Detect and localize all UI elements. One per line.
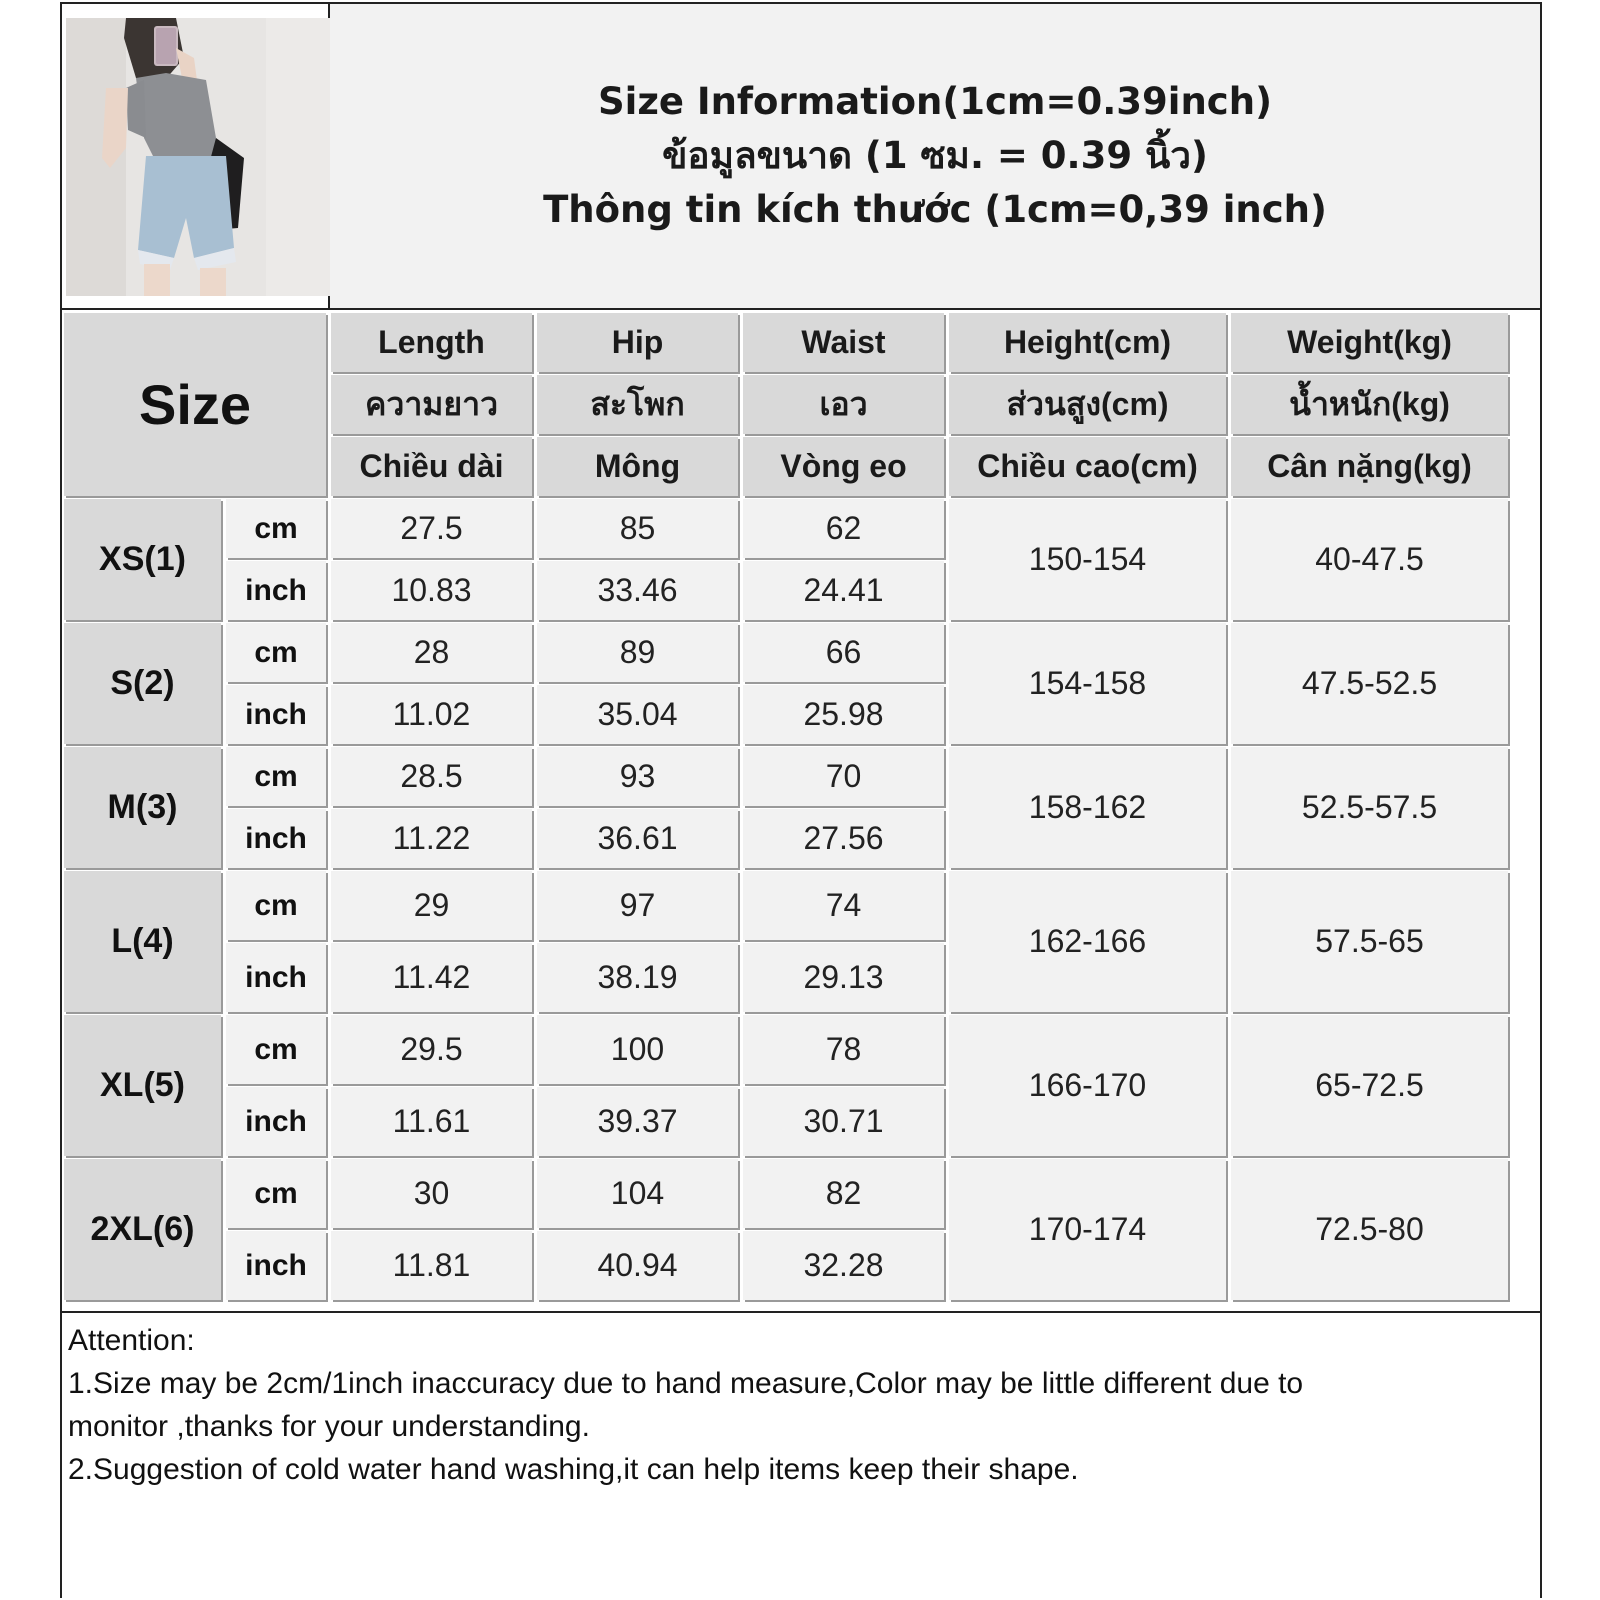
unit-inch: inch xyxy=(226,1231,326,1300)
title-vietnamese: Thông tin kích thước (1cm=0,39 inch) xyxy=(543,188,1327,231)
length-cm: 30 xyxy=(331,1159,532,1228)
waist-cm: 70 xyxy=(743,747,944,806)
waist-inch: 30.71 xyxy=(743,1087,944,1156)
hip-inch: 39.37 xyxy=(537,1087,738,1156)
col-header-hip-vi: Mông xyxy=(537,437,738,496)
hip-cm: 85 xyxy=(537,499,738,558)
col-header-weight-vi: Cân nặng(kg) xyxy=(1231,437,1508,496)
hip-inch: 40.94 xyxy=(537,1231,738,1300)
unit-cm: cm xyxy=(226,499,326,558)
size-label: L(4) xyxy=(64,871,221,1012)
waist-cm: 66 xyxy=(743,623,944,682)
size-label: M(3) xyxy=(64,747,221,868)
waist-cm: 78 xyxy=(743,1015,944,1084)
col-header-waist-th: เอว xyxy=(743,375,944,434)
length-cm: 28 xyxy=(331,623,532,682)
hip-inch: 33.46 xyxy=(537,561,738,620)
waist-inch: 25.98 xyxy=(743,685,944,744)
unit-inch: inch xyxy=(226,685,326,744)
unit-inch: inch xyxy=(226,1087,326,1156)
waist-inch: 27.56 xyxy=(743,809,944,868)
size-label: XL(5) xyxy=(64,1015,221,1156)
size-label: S(2) xyxy=(64,623,221,744)
title-thai: ข้อมูลขนาด (1 ซม. = 0.39 นิ้ว) xyxy=(662,134,1208,177)
unit-cm: cm xyxy=(226,747,326,806)
unit-cm: cm xyxy=(226,1015,326,1084)
product-photo xyxy=(66,18,330,296)
height-range: 166-170 xyxy=(949,1015,1226,1156)
height-range: 150-154 xyxy=(949,499,1226,620)
title-block xyxy=(330,4,1540,310)
hip-cm: 100 xyxy=(537,1015,738,1084)
hip-cm: 89 xyxy=(537,623,738,682)
unit-cm: cm xyxy=(226,871,326,940)
waist-cm: 62 xyxy=(743,499,944,558)
unit-inch: inch xyxy=(226,561,326,620)
length-cm: 28.5 xyxy=(331,747,532,806)
col-header-length-th: ความยาว xyxy=(331,375,532,434)
length-inch: 11.22 xyxy=(331,809,532,868)
waist-inch: 32.28 xyxy=(743,1231,944,1300)
note-line-1: 1.Size may be 2cm/1inch inaccuracy due to hand measure,Color may be little different due to xyxy=(68,1367,1304,1400)
height-range: 170-174 xyxy=(949,1159,1226,1300)
notes-heading: Attention: xyxy=(68,1324,195,1357)
length-cm: 29.5 xyxy=(331,1015,532,1084)
col-header-length-en: Length xyxy=(331,313,532,372)
col-header-waist-en: Waist xyxy=(743,313,944,372)
weight-range: 57.5-65 xyxy=(1231,871,1508,1012)
unit-inch: inch xyxy=(226,809,326,868)
hip-cm: 93 xyxy=(537,747,738,806)
length-inch: 11.02 xyxy=(331,685,532,744)
weight-range: 40-47.5 xyxy=(1231,499,1508,620)
length-inch: 11.42 xyxy=(331,943,532,1012)
col-header-height-vi: Chiều cao(cm) xyxy=(949,437,1226,496)
unit-inch: inch xyxy=(226,943,326,1012)
hip-cm: 97 xyxy=(537,871,738,940)
waist-cm: 82 xyxy=(743,1159,944,1228)
weight-range: 52.5-57.5 xyxy=(1231,747,1508,868)
waist-inch: 24.41 xyxy=(743,561,944,620)
length-cm: 27.5 xyxy=(331,499,532,558)
col-header-height-th: ส่วนสูง(cm) xyxy=(949,375,1226,434)
height-range: 162-166 xyxy=(949,871,1226,1012)
note-line-3: 2.Suggestion of cold water hand washing,it can help items keep their shape. xyxy=(68,1453,1079,1486)
waist-cm: 74 xyxy=(743,871,944,940)
length-inch: 11.81 xyxy=(331,1231,532,1300)
weight-range: 72.5-80 xyxy=(1231,1159,1508,1300)
size-chart xyxy=(60,2,1542,1598)
col-header-hip-th: สะโพก xyxy=(537,375,738,434)
size-table xyxy=(59,310,1513,1303)
length-inch: 11.61 xyxy=(331,1087,532,1156)
hip-inch: 38.19 xyxy=(537,943,738,1012)
size-label: XS(1) xyxy=(64,499,221,620)
length-cm: 29 xyxy=(331,871,532,940)
col-header-weight-en: Weight(kg) xyxy=(1231,313,1508,372)
height-range: 154-158 xyxy=(949,623,1226,744)
unit-cm: cm xyxy=(226,623,326,682)
col-header-height-en: Height(cm) xyxy=(949,313,1226,372)
col-header-length-vi: Chiều dài xyxy=(331,437,532,496)
unit-cm: cm xyxy=(226,1159,326,1228)
col-header-waist-vi: Vòng eo xyxy=(743,437,944,496)
note-line-2: monitor ,thanks for your understanding. xyxy=(68,1410,590,1443)
product-photo-cell xyxy=(62,4,330,310)
hip-cm: 104 xyxy=(537,1159,738,1228)
title-english: Size Information(1cm=0.39inch) xyxy=(597,80,1272,123)
size-header: Size xyxy=(64,313,326,496)
hip-inch: 36.61 xyxy=(537,809,738,868)
size-label: 2XL(6) xyxy=(64,1159,221,1300)
length-inch: 10.83 xyxy=(331,561,532,620)
waist-inch: 29.13 xyxy=(743,943,944,1012)
weight-range: 65-72.5 xyxy=(1231,1015,1508,1156)
height-range: 158-162 xyxy=(949,747,1226,868)
col-header-weight-th: น้ำหนัก(kg) xyxy=(1231,375,1508,434)
attention-notes xyxy=(62,1311,1540,1598)
weight-range: 47.5-52.5 xyxy=(1231,623,1508,744)
col-header-hip-en: Hip xyxy=(537,313,738,372)
hip-inch: 35.04 xyxy=(537,685,738,744)
